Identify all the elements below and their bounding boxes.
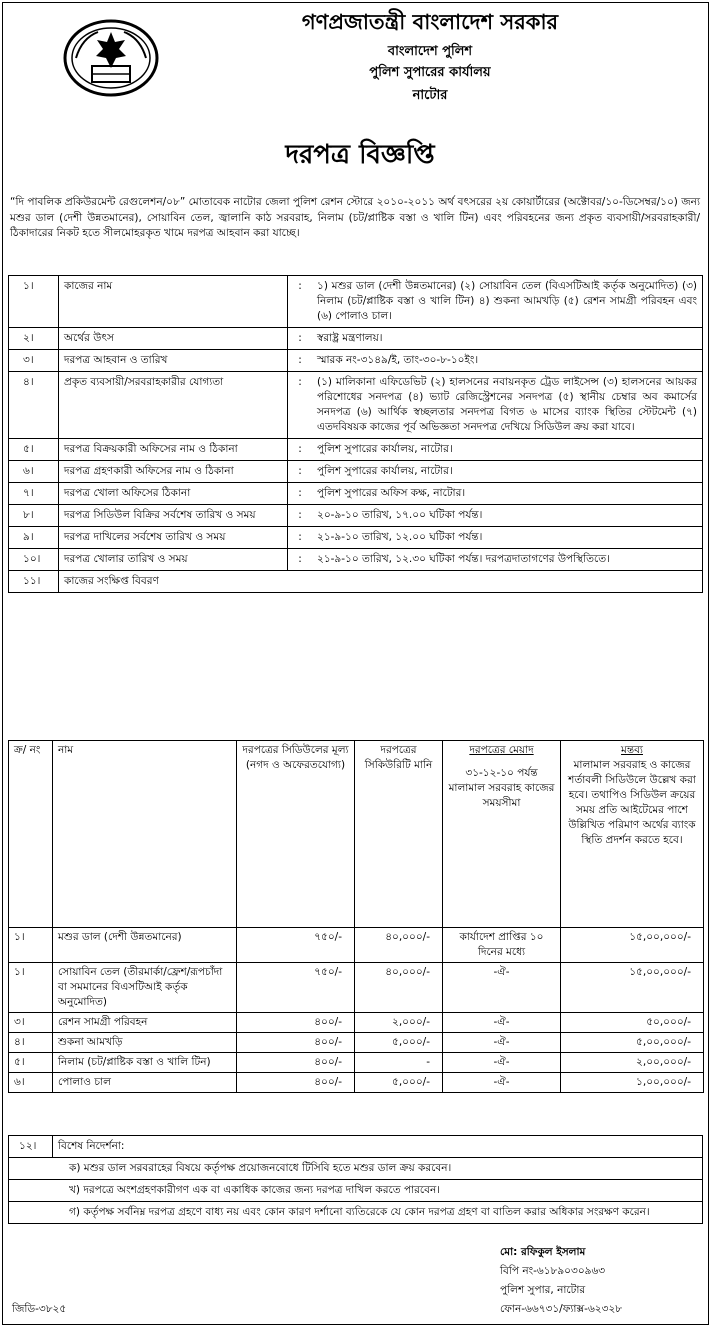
row-label: দরপত্র খোলার তারিখ ও সময়: [59, 549, 288, 571]
page-title: দরপত্র বিজ্ঞপ্তি: [285, 140, 435, 170]
item-sl: ১।: [9, 928, 53, 963]
row-label: দরপত্র বিক্রয়কারী অফিসের নাম ও ঠিকানা: [59, 439, 288, 461]
header-remarks: [561, 741, 704, 928]
row-value: স্বরাষ্ট্র মন্ত্রণালয়।: [312, 328, 703, 350]
item-row: [9, 1053, 704, 1073]
row-number: ১০।: [9, 549, 59, 571]
info-row: [9, 439, 703, 461]
header-sl: ক্র/ নং: [9, 741, 53, 928]
row-number: ১১।: [9, 571, 59, 593]
item-security: ২,০০০/-: [355, 1013, 443, 1033]
item-duration: -ঐ-: [443, 1053, 561, 1073]
row-label: দরপত্র খোলা অফিসের ঠিকানা: [59, 483, 288, 505]
item-security: ৫,০০০/-: [355, 1033, 443, 1053]
item-remarks: ৫,০০,০০০/-: [561, 1033, 704, 1053]
row-colon: :: [288, 527, 313, 549]
signatory-bp: বিপি নং-৬১৮৯০৩০৯৬৩: [500, 1265, 606, 1277]
row-label: প্রকৃত ব্যবসায়ী/সরবরাহকারীর যোগ্যতা: [59, 372, 288, 439]
government-seal-icon: [62, 18, 160, 98]
row-value: ২১-৯-১০ তারিখ, ১২.৩০ ঘটিকা পর্যন্ত। দরপত্রদাতাগণের উপস্থিতিতে।: [312, 549, 703, 571]
notes-number: ১২।: [9, 1136, 53, 1158]
item-sl: ৫।: [9, 1053, 53, 1073]
item-name: পোলাও চাল: [53, 1073, 237, 1093]
row-colon: :: [288, 276, 313, 328]
info-row: [9, 549, 703, 571]
item-duration: -ঐ-: [443, 1033, 561, 1053]
summary-row: [9, 571, 703, 593]
notes-item-row: [9, 1180, 703, 1202]
row-value: পুলিশ সুপারের অফিস কক্ষ, নাটোর।: [312, 483, 703, 505]
item-sl: ৩।: [9, 1013, 53, 1033]
row-number: ৭।: [9, 483, 59, 505]
item-security: ৫,০০০/-: [355, 1073, 443, 1093]
notes-item-row: [9, 1202, 703, 1224]
item-remarks: ১৫,০০,০০০/-: [561, 928, 704, 963]
item-price: ৪০০/-: [237, 1053, 355, 1073]
signatory-designation: পুলিশ সুপার, নাটোর: [500, 1284, 586, 1296]
city-name: নাটোর: [412, 88, 448, 103]
info-row: [9, 527, 703, 549]
row-label: দরপত্র সিডিউল বিক্রির সর্বশেষ তারিখ ও সময়: [59, 505, 288, 527]
item-name: শুকনা আমখড়ি: [53, 1033, 237, 1053]
items-table: [8, 740, 704, 1093]
row-number: ৬।: [9, 461, 59, 483]
info-row: [9, 372, 703, 439]
note-item: গ) কর্তৃপক্ষ সর্বনিম্ন দরপত্র গ্রহণে বাধ্য নয় এবং কোন কারণ দর্শানো ব্যতিরেকে যে কোন দরপত্র গ্রহণ বা বাতিল করার অধিকার সংরক্ষণ করেন।: [9, 1202, 703, 1224]
item-sl: ১।: [9, 963, 53, 1013]
item-price: ৪০০/-: [237, 1013, 355, 1033]
signatory-contact: ফোন-৬৬৭৩১/ফ্যাক্স-৬২৩২৮: [500, 1303, 623, 1315]
item-row: [9, 1073, 704, 1093]
row-number: ৩।: [9, 350, 59, 372]
row-number: ৮।: [9, 505, 59, 527]
row-label: দরপত্র গ্রহণকারী অফিসের নাম ও ঠিকানা: [59, 461, 288, 483]
item-price: ৭৫০/-: [237, 928, 355, 963]
department-name: বাংলাদেশ পুলিশ: [387, 44, 473, 59]
notes-item-row: [9, 1158, 703, 1180]
item-row: [9, 1013, 704, 1033]
duration-note: ৩১-১২-১০ পর্যন্ত মালামাল সরবরাহ কাজের সময়সীমা: [448, 767, 555, 809]
row-colon: :: [288, 549, 313, 571]
duration-title: দরপত্রের মেয়াদ: [469, 744, 534, 756]
item-remarks: ৫০,০০০/-: [561, 1013, 704, 1033]
row-number: ২।: [9, 328, 59, 350]
item-name: নিলাম (চট/প্লাষ্টিক বস্তা ও খালি টিন): [53, 1053, 237, 1073]
row-label: দরপত্র দাখিলের সর্বশেষ তারিখ ও সময়: [59, 527, 288, 549]
row-colon: :: [288, 372, 313, 439]
row-colon: :: [288, 505, 313, 527]
note-item: খ) দরপত্রে অংশগ্রহণকারীগণ এক বা একাধিক কাজের জন্য দরপত্র দাখিল করতে পারবেন।: [9, 1180, 703, 1202]
item-price: ৪০০/-: [237, 1073, 355, 1093]
note-item: ক) মশুর ডাল সরবরাহের বিষয়ে কর্তৃপক্ষ প্রয়োজনবোধে টিসিবি হতে মশুর ডাল ক্রয় করবেন।: [9, 1158, 703, 1180]
row-colon: :: [288, 461, 313, 483]
header-price: দরপত্রের সিডিউলের মূল্য (নগদ ও অফেরতযোগ্য): [237, 741, 355, 928]
item-price: ৭৫০/-: [237, 963, 355, 1013]
government-name: গণপ্রজাতন্ত্রী বাংলাদেশ সরকার: [301, 10, 559, 34]
item-remarks: ২,০০,০০০/-: [561, 1053, 704, 1073]
row-number: ৯।: [9, 527, 59, 549]
item-name: রেশন সামগ্রী পরিবহন: [53, 1013, 237, 1033]
item-sl: ৬।: [9, 1073, 53, 1093]
notes-title: বিশেষ নিদের্শনা:: [53, 1136, 703, 1158]
item-security: ৪০,০০০/-: [355, 928, 443, 963]
info-row: [9, 276, 703, 328]
remarks-note: মালামাল সরবরাহ ও কাজের শর্তাবলী সিডিউলে উল্লেখ করা হবে। তথাপিও সিডিউল ক্রয়ের সময় প্রতি আইটেমের পাশে উল্লিখিত পরিমাণ অর্থের ব্যাংক স্থিতি প্রদর্শন করতে হবে।: [568, 759, 696, 846]
item-duration: কার্যাদেশ প্রাপ্তির ১০ দিনের মধ্যে: [443, 928, 561, 963]
item-duration: -ঐ-: [443, 1073, 561, 1093]
item-security: ৪০,০০০/-: [355, 963, 443, 1013]
tender-info-table: [8, 275, 703, 593]
row-value: ১) মশুর ডাল (দেশী উন্নতমানের) (২) সোয়াবিন তেল (বিএসটিআই কর্তৃক অনুমোদিত) (৩) নিলাম (চট/প্লাষ্টিক বস্তা ও খালি টিন) ৪) শুকনা আমখড়ি (৫) রেশন সামগ্রী পরিবহন এবং (৬) পোলাও চাল।: [312, 276, 703, 328]
item-name: সোয়াবিন তেল (তীরমার্কা/ফ্রেশ/রূপচাঁদা বা সমমানের বিএসটিআই কর্তৃক অনুমোদিত): [53, 963, 237, 1013]
item-row: [9, 928, 704, 963]
header-security: দরপত্রের সিকিউরিটি মানি: [355, 741, 443, 928]
items-header-row: [9, 741, 704, 928]
row-number: ৪।: [9, 372, 59, 439]
info-row: [9, 461, 703, 483]
item-duration: -ঐ-: [443, 1013, 561, 1033]
info-row: [9, 328, 703, 350]
item-row: [9, 963, 704, 1013]
item-remarks: ১,০০,০০০/-: [561, 1073, 704, 1093]
row-value: পুলিশ সুপারের কার্যালয়, নাটোর।: [312, 461, 703, 483]
row-colon: :: [288, 350, 313, 372]
row-value: ২০-৯-১০ তারিখ, ১৭.০০ ঘটিকা পর্যন্ত।: [312, 505, 703, 527]
row-value: স্মারক নং-৩১৪৯/ই, তাং-৩০-৮-১০ইং।: [312, 350, 703, 372]
item-row: [9, 1033, 704, 1053]
item-sl: ৪।: [9, 1033, 53, 1053]
header-name: নাম: [53, 741, 237, 928]
office-name: পুলিশ সুপারের কার্যালয়: [369, 65, 491, 80]
signatory-name: মো: রফিকুল ইসলাম: [500, 1246, 586, 1258]
row-number: ৫।: [9, 439, 59, 461]
row-label: অর্থের উৎস: [59, 328, 288, 350]
header-duration: [443, 741, 561, 928]
row-value: ২১-৯-১০ তারিখ, ১২.০০ ঘটিকা পর্যন্ত।: [312, 527, 703, 549]
row-label: দরপত্র আহবান ও তারিখ: [59, 350, 288, 372]
intro-paragraph: “দি পাবলিক প্রকিউরমেন্ট রেগুলেশন/০৮” মোতাবেক নাটোর জেলা পুলিশ রেশন স্টোরে ২০১০-২০১১ অর্থ বৎসরের ২য় কোয়ার্টারের (অক্টোবর/১০-ডিসেম্বর/১০) জন্য মশুর ডাল (দেশী উন্নতমানের), সোয়াবিন তেল, জ্বালানি কাঠ সরবরাহ, নিলাম (চট/প্লাষ্টিক বস্তা ও খালি টিন) এবং পরিবহনের জন্য প্রকৃত ব্যবসায়ী/সরবরাহকারী/ঠিকাদারের নিকট হতে সীলমোহরকৃত খামে দরপত্র আহবান করা যাচ্ছে।: [10, 196, 700, 239]
item-name: মশুর ডাল (দেশী উন্নতমানের): [53, 928, 237, 963]
info-row: [9, 483, 703, 505]
info-row: [9, 350, 703, 372]
row-value: পুলিশ সুপারের কার্যালয়, নাটোর।: [312, 439, 703, 461]
remarks-title: মন্তব্য: [621, 744, 643, 756]
row-colon: :: [288, 328, 313, 350]
row-colon: :: [288, 483, 313, 505]
row-label: কাজের নাম: [59, 276, 288, 328]
notes-title-row: [9, 1136, 703, 1158]
item-price: ৪০০/-: [237, 1033, 355, 1053]
reference-code: জিডি-৩৮২৫: [12, 1303, 67, 1315]
summary-label: কাজের সংক্ষিপ্ত বিবরণ: [59, 571, 703, 593]
item-duration: -ঐ-: [443, 963, 561, 1013]
row-colon: :: [288, 439, 313, 461]
item-remarks: ১৫,০০,০০০/-: [561, 963, 704, 1013]
row-value: (১) মালিকানা এফিডেভিট (২) হালসনের নবায়নকৃত ট্রেড লাইসেন্স (৩) হালসনের আয়কর পরিশোধের সনদপত্র (৪) ভ্যাট রেজিস্ট্রেশনের সনদপত্র (৫) স্থানীয় চেম্বার অব কমার্সের সনদপত্র (৬) আর্থিক স্বচ্ছলতার সনদপত্র বিগত ৬ মাসের ব্যাংক স্থিতির স্টেটমেন্ট (৭) এতদবিষয়ক কাজের পূর্ব অভিজ্ঞতা সনদপত্র দেখিয়ে সিডিউল ক্রয় করা যাবে।: [312, 372, 703, 439]
item-security: -: [355, 1053, 443, 1073]
info-row: [9, 505, 703, 527]
special-notes-table: [8, 1135, 703, 1224]
row-number: ১।: [9, 276, 59, 328]
